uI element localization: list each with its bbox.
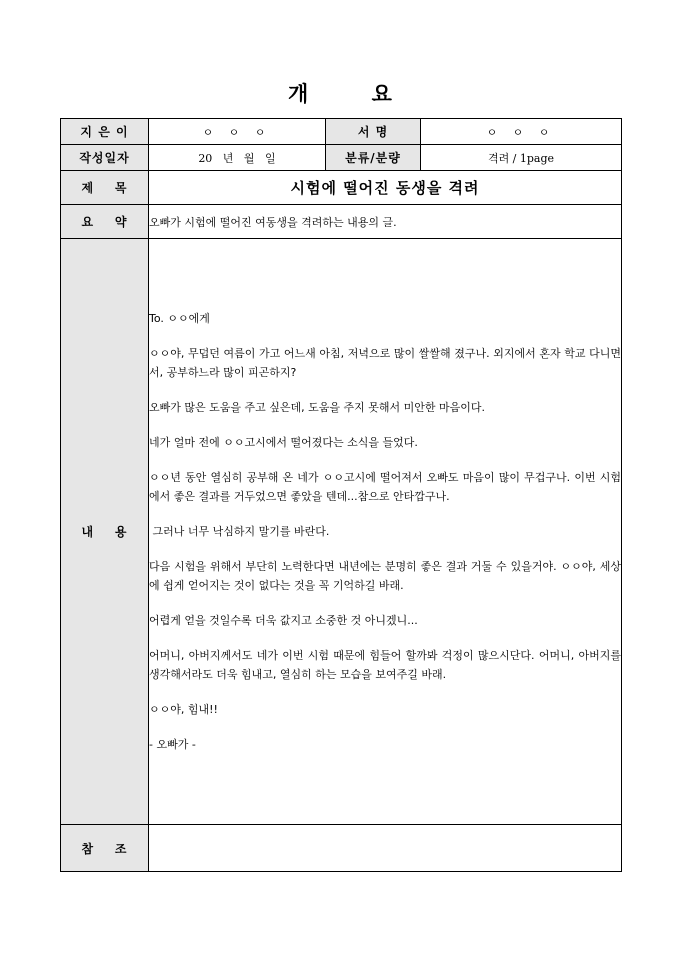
- content-paragraph: 네가 얼마 전에 ㅇㅇ고시에서 떨어졌다는 소식을 들었다.: [149, 436, 418, 449]
- content-paragraph: 다음 시험을 위해서 부단히 노력한다면 내년에는 분명히 좋은 결과 거둘 수 있을거야. ㅇㅇ야, 세상에 쉽게 얻어지는 것이 없다는 것을 꼭 기억하길 바래.: [149, 560, 621, 592]
- category-value[interactable]: 격려 / 1page: [421, 145, 622, 171]
- writer-label: 지 은 이: [61, 119, 149, 145]
- content-paragraph: 오빠가 많은 도움을 주고 싶은데, 도움을 주지 못해서 미안한 마음이다.: [149, 401, 485, 414]
- content-row: [61, 239, 622, 825]
- reference-row: [61, 825, 622, 872]
- date-row: [61, 145, 622, 171]
- content-label: 내 용: [61, 239, 149, 825]
- writer-row: [61, 119, 622, 145]
- summary-row: [61, 205, 622, 239]
- category-label: 분류/분량: [326, 145, 421, 171]
- content-paragraph: ㅇㅇ야, 무덥던 여름이 가고 어느새 아침, 저녁으로 많이 쌀쌀해 졌구나. 외지에서 혼자 학교 다니면서, 공부하느라 많이 피곤하지?: [149, 347, 621, 379]
- content-paragraph: 그러나 너무 낙심하지 말기를 바란다.: [149, 525, 330, 538]
- content-paragraph: 어렵게 얻을 것일수록 더욱 값지고 소중한 것 아니겠니...: [149, 614, 418, 627]
- signature-value[interactable]: ㅇ ㅇ ㅇ: [421, 119, 622, 145]
- overview-table: [60, 118, 622, 872]
- subject-row: [61, 171, 622, 205]
- writer-value[interactable]: ㅇ ㅇ ㅇ: [149, 119, 326, 145]
- content-paragraph: ㅇㅇ야, 힘내!!: [149, 703, 218, 716]
- content-body[interactable]: [149, 239, 622, 825]
- content-paragraph: ㅇㅇ년 동안 열심히 공부해 온 네가 ㅇㅇ고시에 떨어져서 오빠도 마음이 많이 무겁구나. 이번 시험에서 좋은 결과를 거두었으면 좋았을 텐데...참으로 안타깝구나.: [149, 471, 621, 503]
- date-value[interactable]: 20 년 월 일: [149, 145, 326, 171]
- signature-label: 서 명: [326, 119, 421, 145]
- reference-value[interactable]: [149, 825, 622, 872]
- reference-label: 참 조: [61, 825, 149, 872]
- document-title: 개 요: [288, 81, 420, 106]
- summary-value[interactable]: 오빠가 시험에 떨어진 여동생을 격려하는 내용의 글.: [149, 205, 622, 239]
- subject-label: 제 목: [61, 171, 149, 205]
- summary-label: 요 약: [61, 205, 149, 239]
- content-paragraph: - 오빠가 -: [149, 738, 196, 751]
- subject-value[interactable]: 시험에 떨어진 동생을 격려: [149, 171, 622, 205]
- date-label: 작성일자: [61, 145, 149, 171]
- content-paragraph: To. ㅇㅇ에게: [149, 312, 210, 325]
- content-paragraph: 어머니, 아버지께서도 네가 이번 시험 때문에 힘들어 할까봐 걱정이 많으시단다. 어머니, 아버지를 생각해서라도 더욱 힘내고, 열심히 하는 모습을 보여주길 바래.: [149, 649, 621, 681]
